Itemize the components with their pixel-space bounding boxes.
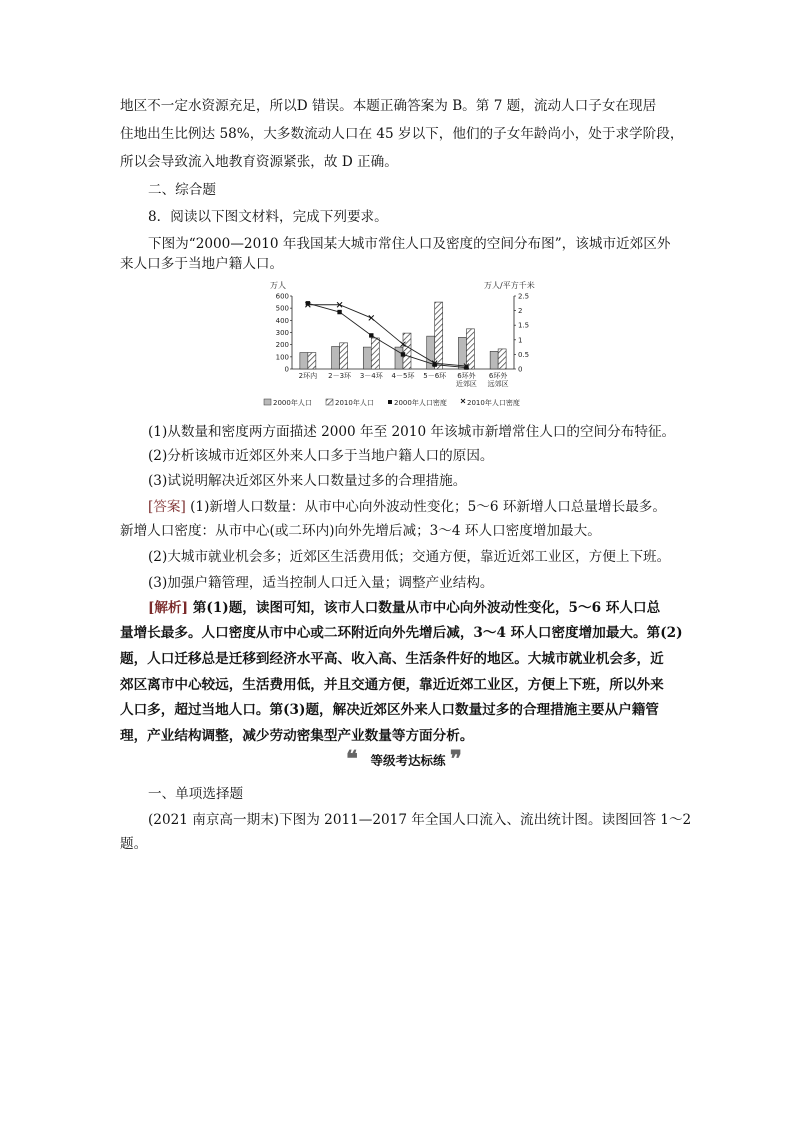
answer-tag: [答案] (148, 499, 186, 515)
question-8-3: (3)试说明解决近郊区外来人口数量过多的合理措施。 (148, 473, 467, 489)
bar-2000-population (490, 351, 498, 369)
answer-line (148, 497, 666, 517)
analysis-line (148, 598, 660, 618)
right-axis-unit: 万人/平方千米 (484, 281, 535, 290)
legend-label: 2000年人口密度 (394, 399, 447, 407)
bar-2000-population (363, 347, 371, 369)
question-intro: 题。 (120, 836, 148, 852)
answer-line: (2)大城市就业机会多；近郊区生活费用低；交通方便，靠近近郊工业区，方便上下班。 (148, 549, 671, 565)
bar-2000-population (332, 346, 340, 369)
right-tick-label: 2 (518, 307, 523, 316)
right-tick-label: 1.5 (518, 321, 530, 330)
section-banner (346, 746, 470, 772)
right-tick-label: 1 (518, 336, 523, 345)
category-label: 远郊区 (487, 380, 509, 388)
section-heading: 二、综合题 (148, 182, 216, 198)
analysis-line: 量增长最多。人口密度从市中心或二环附近向外先增后减，3～4 环人口密度增加最大。第(2) (120, 625, 683, 641)
left-tick-label: 500 (275, 304, 289, 313)
category-label: 2－3环 (328, 372, 352, 380)
legend-label: 2000年人口 (273, 399, 312, 407)
density-point-2010 (369, 315, 374, 320)
legend-swatch (326, 399, 333, 405)
answer-line: 新增人口密度：从市中心(或二环内)向外先增后减；3～4 环人口密度增加最大。 (120, 523, 601, 539)
section-heading: 一、单项选择题 (148, 786, 244, 802)
question-8: 8．阅读以下图文材料，完成下列要求。 (148, 209, 388, 225)
legend-marker-x (461, 399, 465, 403)
bar-2010-population (308, 353, 316, 369)
answer-line: (3)加强户籍管理，适当控制人口迁入量；调整产业结构。 (148, 575, 494, 591)
analysis-text: 第(1)题，读图可知，该市人口数量从市中心向外波动性变化，5～6 环人口总 (188, 600, 661, 616)
close-quote-icon: ❞ (450, 746, 462, 772)
legend-label: 2010年人口密度 (467, 399, 520, 407)
bar-2010-population (371, 338, 379, 369)
left-tick-label: 100 (275, 353, 289, 362)
answer-text: (1)新增人口数量：从市中心向外波动性变化；5～6 环新增人口总量增长最多。 (185, 499, 666, 515)
left-tick-label: 200 (275, 341, 289, 350)
analysis-line: 题，人口迁移总是迁移到经济水平高、收入高、生活条件好的地区。大城市就业机会多，近 (120, 651, 664, 667)
density-point-2000 (369, 333, 373, 337)
left-tick-label: 400 (275, 316, 289, 325)
legend-marker-square (388, 400, 392, 404)
density-point-2000 (401, 352, 405, 356)
right-tick-label: 0.5 (518, 350, 530, 359)
category-label: 4－5环 (391, 372, 415, 380)
paragraph-line: 住地出生比例达 58%，大多数流动人口在 45 岁以下，他们的子女年龄尚小，处于求学阶段， (120, 126, 684, 142)
intro-line: 来人口多于当地户籍人口。 (120, 256, 284, 272)
right-tick-label: 2.5 (518, 292, 530, 301)
analysis-line: 人口多，超过当地人口。第(3)题，解决近郊区外来人口数量过多的合理措施主要从户籍管 (120, 702, 659, 718)
bar-2010-population (498, 349, 506, 369)
category-label: 近郊区 (455, 380, 477, 388)
paragraph-line: 地区不一定水资源充足，所以D 错误。本题正确答案为 B。第 7 题，流动人口子女在现居 (120, 98, 657, 114)
analysis-line: 郊区离市中心较远，生活费用低，并且交通方便，靠近近郊工业区，方便上下班，所以外来 (120, 677, 664, 693)
category-label: 6环外 (488, 372, 508, 380)
analysis-tag: [解析] (148, 600, 189, 616)
bar-2010-population (435, 302, 443, 369)
question-intro: (2021 南京高一期末)下图为 2011—2017 年全国人口流入、流出统计图。读图回答 1～2 (148, 812, 692, 828)
question-8-2: (2)分析该城市近郊区外来人口多于当地户籍人口的原因。 (148, 448, 494, 464)
intro-line: 下图为“2000—2010 年我国某大城市常住人口及密度的空间分布图”，该城市近郊区外 (148, 236, 671, 252)
left-tick-label: 0 (284, 365, 289, 374)
right-tick-label: 0 (518, 365, 523, 374)
legend-label: 2010年人口 (335, 399, 374, 407)
density-point-2000 (337, 310, 341, 314)
category-label: 3－4环 (359, 372, 383, 380)
left-axis-unit: 万人 (270, 281, 286, 290)
paragraph-line: 所以会导致流入地教育资源紧张，故 D 正确。 (120, 154, 398, 170)
category-label: 5－6环 (423, 372, 447, 380)
bar-2010-population (403, 333, 411, 369)
question-8-1: (1)从数量和密度两方面描述 2000 年至 2010 年该城市新增常住人口的空间分布特征。 (148, 424, 676, 440)
category-label: 2环内 (298, 372, 318, 380)
analysis-line: 理，产业结构调整，减少劳动密集型产业数量等方面分析。 (120, 728, 474, 744)
bar-2010-population (466, 329, 474, 369)
bar-2000-population (300, 353, 308, 369)
open-quote-icon: ❝ (346, 746, 358, 772)
left-tick-label: 300 (275, 329, 289, 337)
bar-2010-population (340, 343, 348, 369)
left-tick-label: 600 (275, 292, 289, 301)
category-label: 6环外 (457, 372, 476, 380)
legend-swatch (264, 399, 271, 405)
banner-title: 等级考达标练 (370, 753, 446, 768)
population-chart (262, 272, 552, 414)
